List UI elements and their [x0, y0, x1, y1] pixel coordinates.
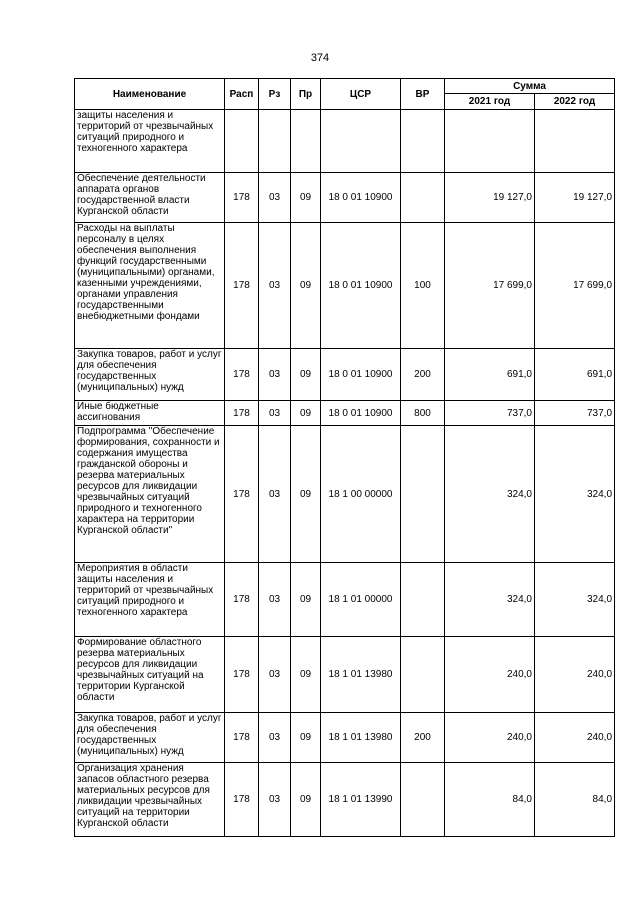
row-sum-2021: 324,0: [445, 563, 535, 637]
row-sum-2022: 84,0: [535, 763, 615, 837]
row-rasp: 178: [225, 763, 259, 837]
row-rasp: 178: [225, 401, 259, 426]
row-pr: 09: [291, 563, 321, 637]
row-csr: 18 1 01 13980: [321, 713, 401, 763]
row-name: Закупка товаров, работ и услуг для обеспечения государственных (муниципальных) нужд: [75, 349, 225, 401]
row-rz: 03: [259, 637, 291, 713]
row-rasp: [225, 110, 259, 173]
table-row: [75, 563, 615, 637]
row-csr: 18 0 01 10900: [321, 173, 401, 223]
header-vr: ВР: [401, 79, 445, 110]
row-rz: 03: [259, 349, 291, 401]
row-sum-2021: 240,0: [445, 713, 535, 763]
row-csr: 18 0 01 10900: [321, 223, 401, 349]
row-rz: 03: [259, 173, 291, 223]
row-sum-2021: 84,0: [445, 763, 535, 837]
row-pr: 09: [291, 713, 321, 763]
row-csr: 18 1 01 00000: [321, 563, 401, 637]
row-sum-2021: 17 699,0: [445, 223, 535, 349]
row-csr: 18 1 01 13990: [321, 763, 401, 837]
row-rasp: 178: [225, 713, 259, 763]
row-pr: 09: [291, 401, 321, 426]
budget-table: [74, 78, 615, 837]
row-csr: 18 0 01 10900: [321, 349, 401, 401]
row-sum-2022: 240,0: [535, 637, 615, 713]
row-pr: 09: [291, 223, 321, 349]
header-name: Наименование: [75, 79, 225, 110]
row-name: Организация хранения запасов областного резерва материальных ресурсов для ликвидации чрезвычайных ситуаций на территории Курганской области: [75, 763, 225, 837]
row-name: защиты населения и территорий от чрезвычайных ситуаций природного и техногенного характера: [75, 110, 225, 173]
row-rz: [259, 110, 291, 173]
header-pr: Пр: [291, 79, 321, 110]
header-rasp: Расп: [225, 79, 259, 110]
row-rz: 03: [259, 426, 291, 563]
row-sum-2022: [535, 110, 615, 173]
header-year-2022: 2022 год: [535, 94, 615, 110]
row-pr: 09: [291, 426, 321, 563]
row-pr: 09: [291, 173, 321, 223]
row-rasp: 178: [225, 637, 259, 713]
row-vr: [401, 763, 445, 837]
row-csr: 18 0 01 10900: [321, 401, 401, 426]
row-sum-2021: [445, 110, 535, 173]
header-year-2021: 2021 год: [445, 94, 535, 110]
row-pr: [291, 110, 321, 173]
row-sum-2022: 691,0: [535, 349, 615, 401]
row-sum-2021: 737,0: [445, 401, 535, 426]
row-rasp: 178: [225, 223, 259, 349]
row-vr: [401, 563, 445, 637]
row-rasp: 178: [225, 173, 259, 223]
row-name: Закупка товаров, работ и услуг для обеспечения государственных (муниципальных) нужд: [75, 713, 225, 763]
row-vr: [401, 637, 445, 713]
header-csr: ЦСР: [321, 79, 401, 110]
row-sum-2021: 324,0: [445, 426, 535, 563]
row-sum-2022: 324,0: [535, 426, 615, 563]
table-row: [75, 426, 615, 563]
header-sum: Сумма: [445, 79, 615, 94]
row-rz: 03: [259, 713, 291, 763]
row-pr: 09: [291, 637, 321, 713]
row-pr: 09: [291, 349, 321, 401]
row-sum-2022: 737,0: [535, 401, 615, 426]
row-sum-2022: 19 127,0: [535, 173, 615, 223]
page-number: 374: [310, 52, 330, 64]
row-sum-2021: 240,0: [445, 637, 535, 713]
row-csr: 18 1 00 00000: [321, 426, 401, 563]
row-vr: [401, 173, 445, 223]
table-row: [75, 637, 615, 713]
row-vr: [401, 426, 445, 563]
row-rasp: 178: [225, 563, 259, 637]
row-rasp: 178: [225, 426, 259, 563]
row-name: Обеспечение деятельности аппарата органов государственной власти Курганской области: [75, 173, 225, 223]
row-name: Формирование областного резерва материальных ресурсов для ликвидации чрезвычайных ситуаций на территории Курганской области: [75, 637, 225, 713]
table-row: [75, 110, 615, 173]
row-rasp: 178: [225, 349, 259, 401]
table-header: [75, 79, 615, 110]
row-sum-2022: 240,0: [535, 713, 615, 763]
row-sum-2021: 691,0: [445, 349, 535, 401]
row-sum-2021: 19 127,0: [445, 173, 535, 223]
row-rz: 03: [259, 401, 291, 426]
row-rz: 03: [259, 223, 291, 349]
row-pr: 09: [291, 763, 321, 837]
table-row: [75, 223, 615, 349]
row-name: Подпрограмма "Обеспечение формирования, сохранности и содержания имущества гражданской обороны и резерва материальных ресурсов для ликвидации чрезвычайных ситуаций природного и техногенного характера на территории Курганской области": [75, 426, 225, 563]
row-rz: 03: [259, 563, 291, 637]
header-rz: Рз: [259, 79, 291, 110]
row-name: Расходы на выплаты персоналу в целях обеспечения выполнения функций государственными (муниципальными) органами, казенными учреждениями, органами управления государственными внебюджетными фондами: [75, 223, 225, 349]
row-sum-2022: 324,0: [535, 563, 615, 637]
row-name: Мероприятия в области защиты населения и территорий от чрезвычайных ситуаций природного и техногенного характера: [75, 563, 225, 637]
table-row: [75, 713, 615, 763]
row-vr: 200: [401, 349, 445, 401]
row-vr: [401, 110, 445, 173]
table-row: [75, 349, 615, 401]
row-csr: [321, 110, 401, 173]
row-vr: 800: [401, 401, 445, 426]
row-rz: 03: [259, 763, 291, 837]
row-vr: 100: [401, 223, 445, 349]
table-row: [75, 763, 615, 837]
row-vr: 200: [401, 713, 445, 763]
row-sum-2022: 17 699,0: [535, 223, 615, 349]
table-row: [75, 173, 615, 223]
table-row: [75, 401, 615, 426]
row-csr: 18 1 01 13980: [321, 637, 401, 713]
row-name: Иные бюджетные ассигнования: [75, 401, 225, 426]
